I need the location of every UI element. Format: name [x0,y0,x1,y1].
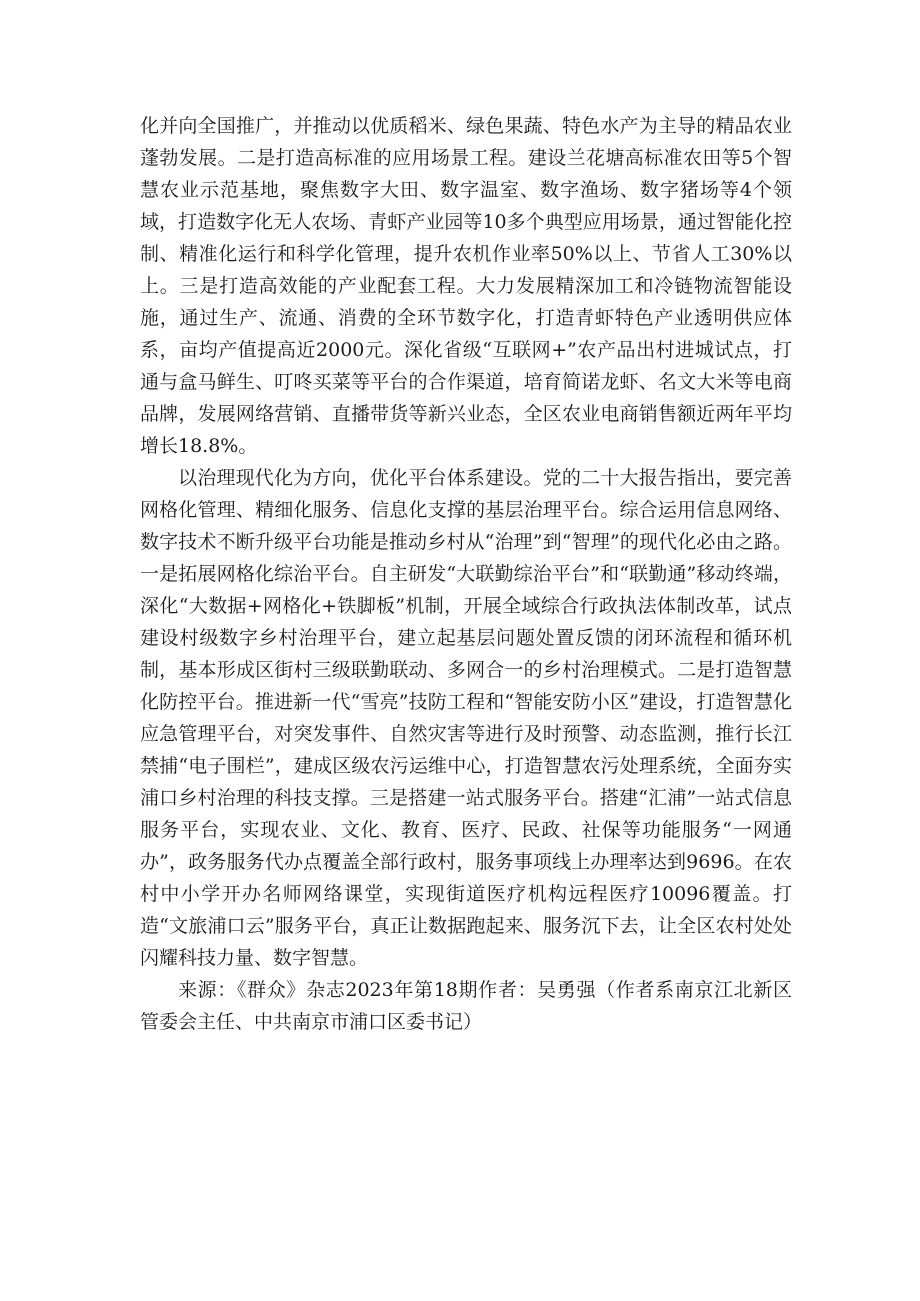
paragraph-agriculture-continuation: 化并向全国推广，并推动以优质稻米、绿色果蔬、特色水产为主导的精品农业蓬勃发展。二是打造高标准的应用场景工程。建设兰花塘高标准农田等5个智慧农业示范基地，聚焦数字大田、数字温室、数字渔场、数字猪场等4个领域，打造数字化无人农场、青虾产业园等10多个典型应用场景，通过智能化控制、精准化运行和科学化管理，提升农机作业率50%以上、节省人工30%以上。三是打造高效能的产业配套工程。大力发展精深加工和冷链物流智能设施，通过生产、流通、消费的全环节数字化，打造青虾特色产业透明供应体系，亩均产值提高近2000元。深化省级“互联网+”农产品出村进城试点，打通与盒马鲜生、叮咚买菜等平台的合作渠道，培育简诺龙虾、名文大米等电商品牌，发展网络营销、直播带货等新兴业态，全区农业电商销售额近两年平均增长18.8%。 [140,115,792,457]
source-attribution: 来源：《群众》杂志2023年第18期作者：吴勇强（作者系南京江北新区管委会主任、中共南京市浦口区委书记） [140,979,792,1033]
paragraph-governance-platform: 以治理现代化为方向，优化平台体系建设。党的二十大报告指出，要完善网格化管理、精细化服务、信息化支撑的基层治理平台。综合运用信息网络、数字技术不断升级平台功能是推动乡村从“治理”到“智理”的现代化必由之路。一是拓展网格化综治平台。自主研发“大联勤综治平台”和“联勤通”移动终端，深化“大数据+网格化+铁脚板”机制，开展全域综合行政执法体制改革，试点建设村级数字乡村治理平台，建立起基层问题处置反馈的闭环流程和循环机制，基本形成区街村三级联勤联动、多网合一的乡村治理模式。二是打造智慧化防控平台。推进新一代“雪亮”技防工程和“智能安防小区”建设，打造智慧化应急管理平台，对突发事件、自然灾害等进行及时预警、动态监测，推行长江禁捕“电子围栏”，建成区级农污运维中心，打造智慧农污处理系统，全面夯实浦口乡村治理的科技支撑。三是搭建一站式服务平台。搭建“汇浦”一站式信息服务平台，实现农业、文化、教育、医疗、民政、社保等功能服务“一网通办”，政务服务代办点覆盖全部行政村，服务事项线上办理率达到9696。在农村中小学开办名师网络课堂，实现街道医疗机构远程医疗10096覆盖。打造“文旅浦口云”服务平台，真正让数据跑起来、服务沉下去，让全区农村处处闪耀科技力量、数字智慧。 [140,467,792,969]
document-body [140,110,792,1038]
